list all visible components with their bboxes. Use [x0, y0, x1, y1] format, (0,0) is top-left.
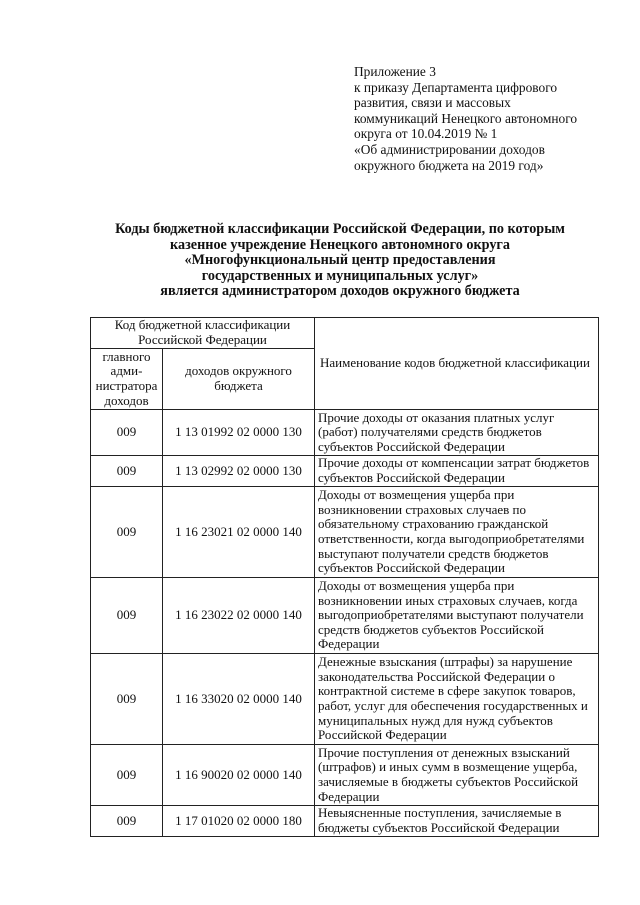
table-row [91, 806, 599, 837]
code-name-cell: Доходы от возмещения ущерба при возникновении страховых случаев по обязательному страхованию гражданской ответственности, когда выгодоприобретателями выступают получатели средств бюджетов субъектов Российской Федерации [315, 487, 599, 578]
appendix-line: развития, связи и массовых [354, 95, 511, 111]
code-name-cell: Прочие поступления от денежных взысканий (штрафов) и иных сумм в возмещение ущерба, зачисляемые в бюджеты субъектов Российской Федерации [315, 745, 599, 806]
title-line: государственных и муниципальных услуг» [201, 267, 479, 284]
income-code-cell: 1 13 02992 02 0000 130 [163, 456, 315, 487]
title-line: является администратором доходов окружного бюджета [160, 283, 520, 300]
table-row [91, 410, 599, 456]
income-code-cell: 1 16 33020 02 0000 140 [163, 654, 315, 745]
code-name-cell: Денежные взыскания (штрафы) за нарушение законодательства Российской Федерации о контрактной системе в сфере закупок товаров, работ, услуг для обеспечения государственных и муниципальных нужд для нужд субъектов Российской Федерации [315, 654, 599, 745]
table-row [91, 654, 599, 745]
admin-code-cell: 009 [91, 578, 163, 654]
income-code-cell: 1 16 90020 02 0000 140 [163, 745, 315, 806]
appendix-line: Приложение 3 [354, 64, 436, 79]
table-row [91, 745, 599, 806]
code-name-cell: Прочие доходы от оказания платных услуг (работ) получателями средств бюджетов субъектов Российской Федерации [315, 410, 599, 456]
table-row [91, 487, 599, 578]
document-title [40, 222, 640, 300]
appendix-line: к приказу Департамента цифрового [354, 79, 558, 95]
code-name-cell: Прочие доходы от компенсации затрат бюджетов субъектов Российской Федерации [315, 456, 599, 487]
income-code-cell: 1 13 01992 02 0000 130 [163, 410, 315, 456]
header-group-code: Код бюджетной классификации Российской Федерации [91, 318, 315, 349]
appendix-line: округа от 10.04.2019 № 1 [354, 126, 498, 142]
table-row [91, 578, 599, 654]
code-name-cell: Доходы от возмещения ущерба при возникновении иных страховых случаев, когда выгодоприобретателями выступают получатели средств бюджетов субъектов Российской Федерации [315, 578, 599, 654]
title-line: «Многофункциональный центр предоставления [184, 252, 496, 269]
header-admin: главного адми-нистратора доходов [91, 349, 163, 410]
admin-code-cell: 009 [91, 487, 163, 578]
admin-code-cell: 009 [91, 745, 163, 806]
appendix-line: окружного бюджета на 2019 год» [354, 157, 544, 173]
admin-code-cell: 009 [91, 806, 163, 837]
budget-codes-table [90, 317, 599, 837]
admin-code-cell: 009 [91, 456, 163, 487]
title-line: казенное учреждение Ненецкого автономного округа [170, 236, 510, 253]
table-row [91, 456, 599, 487]
title-line: Коды бюджетной классификации Российской Федерации, по которым [115, 221, 565, 237]
appendix-note [354, 64, 624, 173]
income-code-cell: 1 16 23021 02 0000 140 [163, 487, 315, 578]
header-code: доходов окружного бюджета [163, 349, 315, 410]
code-name-cell: Невыясненные поступления, зачисляемые в бюджеты субъектов Российской Федерации [315, 806, 599, 837]
income-code-cell: 1 16 23022 02 0000 140 [163, 578, 315, 654]
appendix-line: «Об администрировании доходов [354, 141, 545, 157]
appendix-line: коммуникаций Ненецкого автономного [354, 110, 578, 126]
admin-code-cell: 009 [91, 410, 163, 456]
admin-code-cell: 009 [91, 654, 163, 745]
header-name: Наименование кодов бюджетной классификации [315, 318, 599, 410]
income-code-cell: 1 17 01020 02 0000 180 [163, 806, 315, 837]
